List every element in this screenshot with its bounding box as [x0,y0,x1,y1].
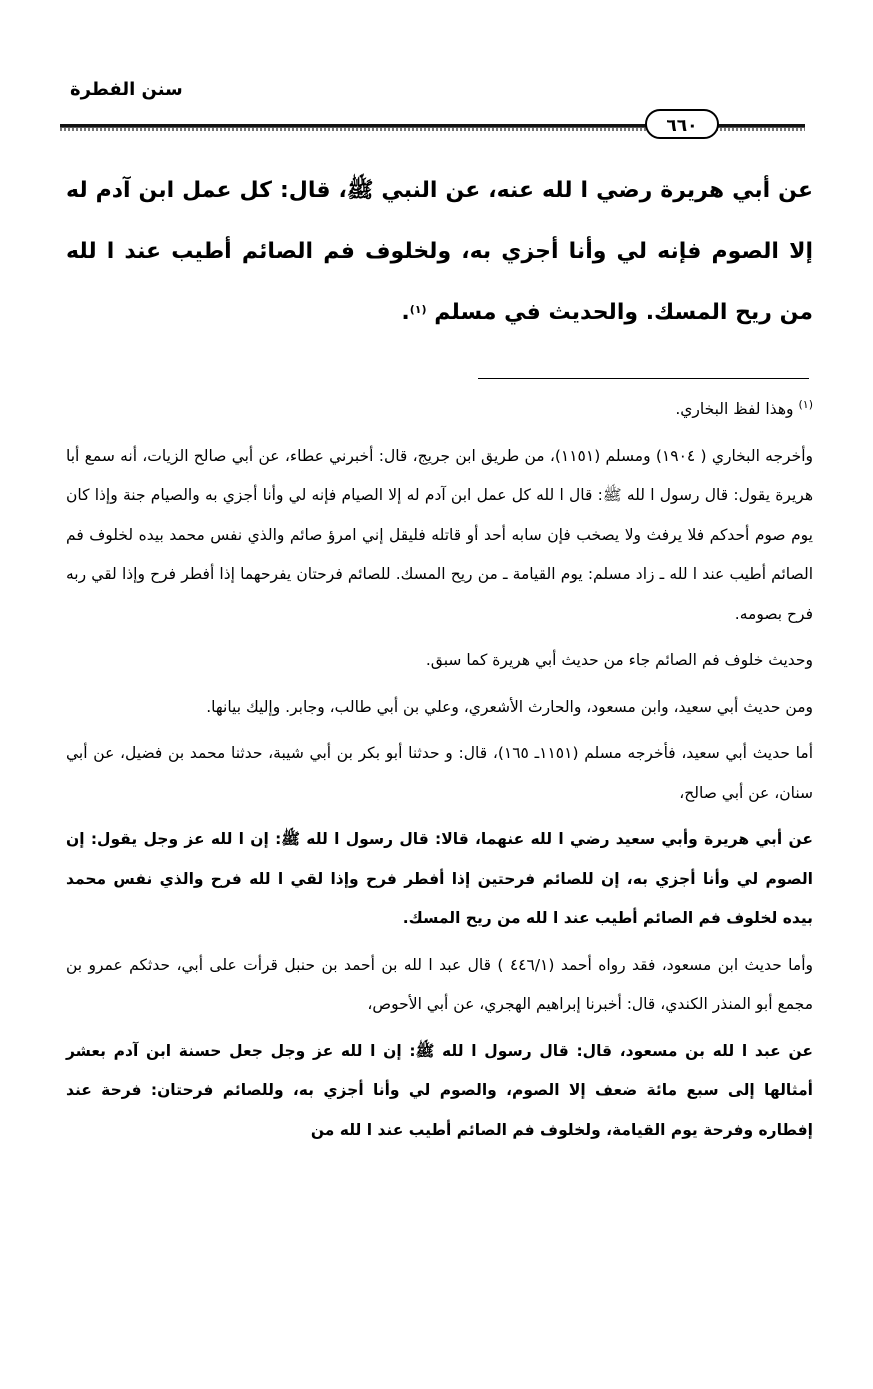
footnote-1 [66,390,813,430]
footnote-hadith-text: عن أبي هريرة وأبي سعيد رضي ا لله عنهما، قالا: قال رسول ا لله ﷺ: إن ا لله عز وجل يقول: إن الصوم لي وأنا أجزي به، إن للصائم فرحتين إذا أفطر فرح وإذا لقي ا لله فرح والذي نفس محمد بيده لخلوف فم الصائم أطيب عند ا لله من ريح المسك. [66,830,813,927]
footnote-1-marker: (١) [798,398,813,411]
footnote-paragraph: أما حديث أبي سعيد، فأخرجه مسلم (١١٥١ـ ١٦٥)، قال: و حدثنا أبو بكر بن أبي شيبة، حدثنا محمد بن فضيل، عن أبي سنان، عن أبي صالح، [66,744,814,802]
footnote-ref: (١) [409,303,427,316]
footnote-paragraph: ومن حديث أبي سعيد، وابن مسعود، والحارث الأشعري، وعلي بن أبي طالب، وجابر. وإليك بيانها. [206,697,813,716]
footnote-separator [478,378,809,379]
page-number: ٦٦٠ [645,109,719,139]
main-end-mark: . [401,300,410,325]
footnote-paragraph: وأخرجه البخاري ( ١٩٠٤) ومسلم (١١٥١)، من طريق ابن جريج، قال: أخبرني عطاء، عن أبي صالح الزيات، أنه سمع أبا هريرة يقول: قال رسول ا لله ﷺ: قال ا لله كل عمل ابن آدم له إلا الصيام فإنه لي وأنا أجزي به والصيام جنة وإذا كان يوم صوم أحدكم فلا يرفث ولا يصخب فإن سابه أحد أو قاتله فليقل إني امرؤ صائم والذي نفس محمد بيده لخلوف فم الصائم أطيب عند ا لله ـ زاد مسلم: يوم القيامة ـ من ريح المسك. للصائم فرحتان يفرحهما إذا أفطر فرح وإذا لقي ربه فرح بصومه. [66,446,813,623]
footnote-paragraph: وحديث خلوف فم الصائم جاء من حديث أبي هريرة كما سبق. [425,651,813,669]
main-paragraph-text: عن أبي هريرة رضي ا لله عنه، عن النبي ﷺ، قال: كل عمل ابن آدم له إلا الصوم فإنه لي وأنا أجزي به، ولخلوف فم الصائم أطيب عند ا لله من ريح المسك. والحديث في مسلم [66,178,813,325]
footnote-1-text: وهذا لفظ البخاري. [675,400,794,418]
main-paragraph [66,160,813,343]
footnote-hadith-text: عن عبد ا لله بن مسعود، قال: قال رسول ا لله ﷺ: إن ا لله عز وجل جعل حسنة ابن آدم بعشر أمثالها إلى سبع مائة ضعف إلا الصوم، والصوم لي وأنا أجزي به، وللصائم فرحتان: فرحة عند إفطاره وفرحة يوم القيامة، ولخلوف فم الصائم أطيب عند ا لله من [66,1041,813,1139]
running-header-title: سنن الفطرة [70,79,183,100]
footnotes [66,390,813,1157]
footnote-paragraph: وأما حديث ابن مسعود، فقد رواه أحمد (٤٤٦/١ ) قال عبد ا لله بن أحمد بن حنبل قرأت على أبي، حدثكم عمرو بن مجمع أبو المنذر الكندي، قال: أخبرنا إبراهيم الهجري، عن أبي الأحوص، [66,955,814,1013]
